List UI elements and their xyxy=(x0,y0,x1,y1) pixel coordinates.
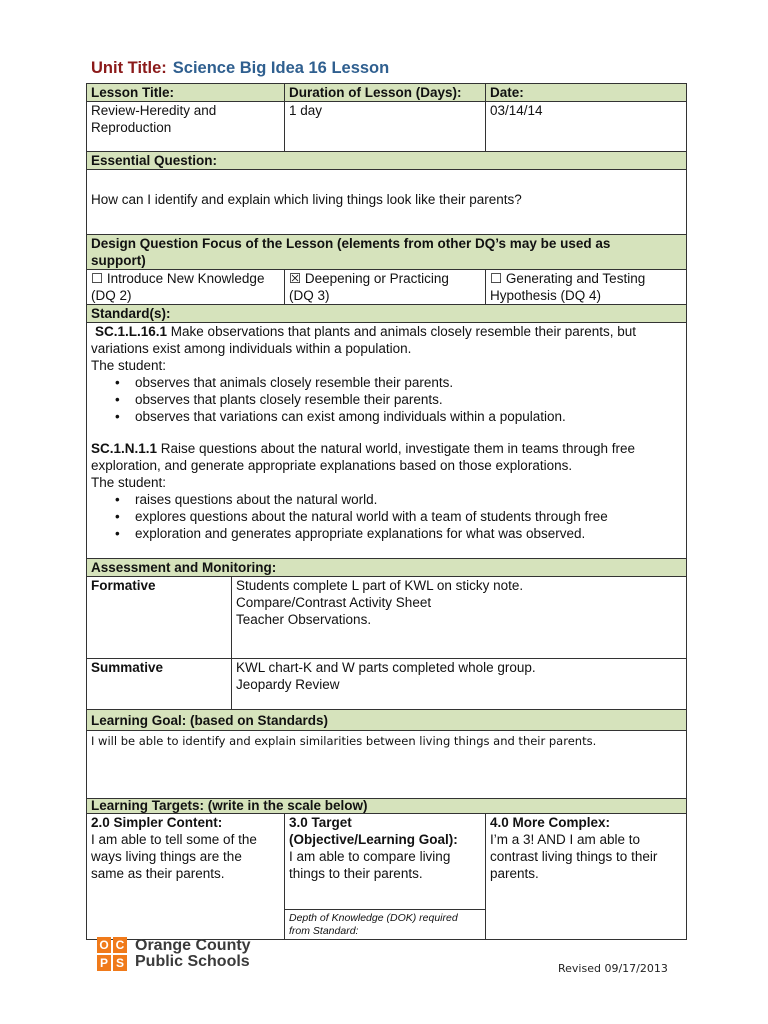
standards-label: Standard(s): xyxy=(87,305,687,323)
complex-title: 4.0 More Complex: xyxy=(490,815,611,830)
list-item: • raises questions about the natural world. xyxy=(135,491,682,508)
dq4-checkbox[interactable]: ☐ Generating and Testing Hypothesis (DQ 4) xyxy=(486,270,687,305)
standard-2-student: The student: xyxy=(91,475,167,490)
revision-date: Revised 09/17/2013 xyxy=(558,962,668,975)
ocps-logo xyxy=(97,937,251,971)
design-question-options xyxy=(87,270,687,305)
target-cell: 3.0 Target (Objective/Learning Goal): I am able to compare living things to their parents. Depth of Knowledge (DOK) required from Standard: xyxy=(285,814,486,940)
formative-row xyxy=(87,577,687,659)
standards-content: SC.1.L.16.1 Make observations that plants and animals closely resemble their parents, but variations exist among individuals within a population. The student: • observes that animals closely resemble their parents. • observes that plants closely resemble their parents. • observes that variations can exist among individuals within a population. SC.1.N.1.1 Raise questions about the natural world, investigate them in teams through free exploration, and generate appropriate explanations based on those explorations. The student: • raises questions about the natural world. • explores questions about the natural world with a team of students through free • exploration and generates appropriate explanations for what was observed. xyxy=(87,323,687,559)
ocps-logo-mark: O C P S xyxy=(97,937,127,971)
unit-title xyxy=(91,59,389,78)
lesson-title-label: Lesson Title: xyxy=(87,84,285,102)
standard-2-code: SC.1.N.1.1 xyxy=(91,441,158,456)
summative-label: Summative xyxy=(87,659,232,710)
assessment-label: Assessment and Monitoring: xyxy=(87,559,687,577)
formative-label: Formative xyxy=(87,577,232,659)
list-item-continuation: • exploration and generates appropriate explanations for what was observed. xyxy=(135,525,682,542)
list-item: • observes that plants closely resemble their parents. xyxy=(135,391,682,408)
lesson-title-value: Review-Heredity and Reproduction xyxy=(87,102,285,152)
standard-1-code: SC.1.L.16.1 xyxy=(95,324,168,339)
unit-title-label: Unit Title: xyxy=(91,59,167,77)
duration-value: 1 day xyxy=(285,102,486,152)
unit-title-value: Science Big Idea 16 Lesson xyxy=(172,59,390,77)
lesson-plan-form xyxy=(86,83,687,940)
date-value: 03/14/14 xyxy=(486,102,687,152)
list-item: • explores questions about the natural world with a team of students through free xyxy=(135,508,682,525)
standard-1-text: Make observations that plants and animals closely resemble their parents, but xyxy=(167,324,637,339)
essential-question-text: How can I identify and explain which living things look like their parents? xyxy=(87,170,687,235)
date-label: Date: xyxy=(486,84,687,102)
more-complex-cell: 4.0 More Complex: I’m a 3! AND I am able to contrast living things to their parents. xyxy=(486,814,687,940)
standard-2-text: Raise questions about the natural world, investigate them in teams through free xyxy=(157,441,636,456)
dq3-checkbox[interactable]: ☒ Deepening or Practicing (DQ 3) xyxy=(285,270,486,305)
learning-goal-text: I will be able to identify and explain similarities between living things and their parents. xyxy=(87,731,687,799)
summative-content: KWL chart-K and W parts completed whole group. Jeopardy Review xyxy=(232,659,687,710)
standard-1-bullets xyxy=(91,374,682,425)
lesson-values-row xyxy=(87,102,687,152)
essential-question-label: Essential Question: xyxy=(87,152,687,170)
standard-2-bullets xyxy=(91,491,682,542)
simpler-content-cell: 2.0 Simpler Content: I am able to tell some of the ways living things are the same as their parents. xyxy=(87,814,285,940)
dok-field[interactable]: Depth of Knowledge (DOK) required from Standard: xyxy=(285,909,485,939)
ocps-logo-text: Orange County Public Schools xyxy=(135,937,251,970)
summative-row xyxy=(87,659,687,710)
simpler-title: 2.0 Simpler Content: xyxy=(91,815,223,830)
list-item: • observes that variations can exist among individuals within a population. xyxy=(135,408,682,425)
standard-1-student: The student: xyxy=(91,358,167,373)
design-question-label: Design Question Focus of the Lesson (elements from other DQ’s may be used as support) xyxy=(87,235,687,270)
dq2-checkbox[interactable]: ☐ Introduce New Knowledge (DQ 2) xyxy=(87,270,285,305)
lesson-header-row xyxy=(87,84,687,102)
learning-targets-label: Learning Targets: (write in the scale below) xyxy=(87,799,687,814)
target-title: 3.0 Target (Objective/Learning Goal): xyxy=(289,815,458,847)
list-item: • observes that animals closely resemble their parents. xyxy=(135,374,682,391)
duration-label: Duration of Lesson (Days): xyxy=(285,84,486,102)
learning-goal-label: Learning Goal: (based on Standards) xyxy=(87,710,687,731)
formative-content: Students complete L part of KWL on sticky note. Compare/Contrast Activity Sheet Teacher Observations. xyxy=(232,577,687,659)
learning-targets-row xyxy=(87,814,687,940)
